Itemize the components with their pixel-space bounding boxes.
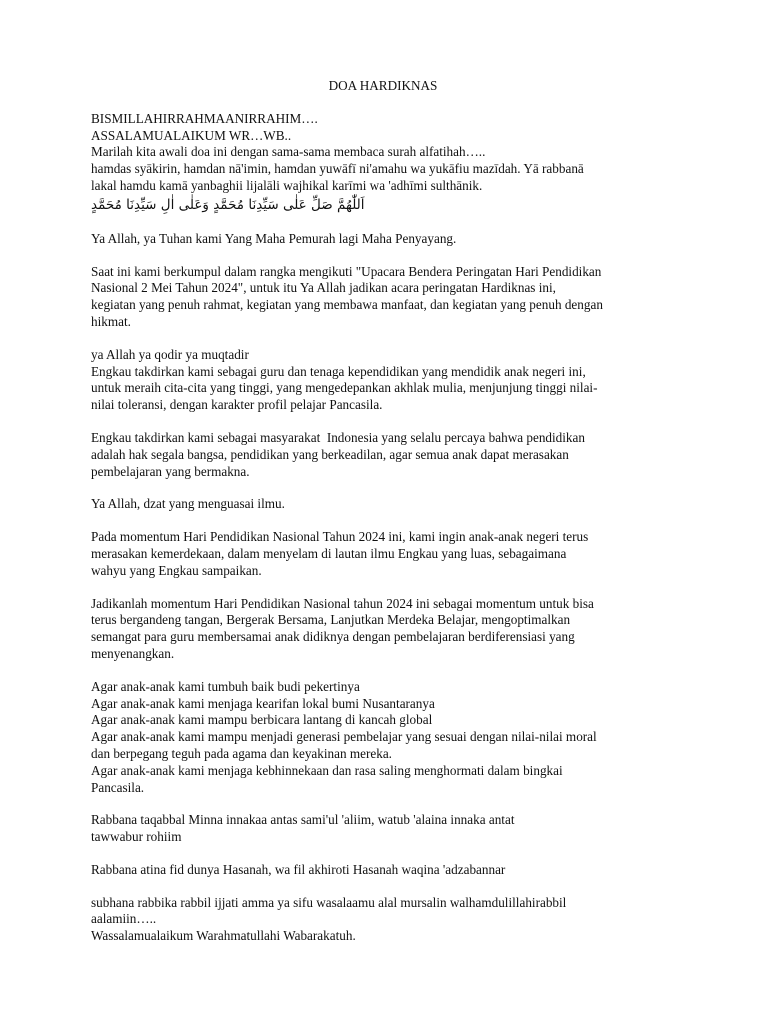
paragraph-1: [91, 231, 691, 248]
document-body: [91, 78, 691, 961]
text-line: untuk meraih cita-cita yang tinggi, yang mengedepankan akhlak mulia, menjunjung tinggi nilai-: [91, 380, 598, 396]
text-line: subhana rabbika rabbil ijjati amma ya sifu wasalaamu alal mursalin walhamdulillahirabbil: [91, 894, 567, 910]
text-line: hikmat.: [91, 313, 131, 329]
text-line: Nasional 2 Mei Tahun 2024", untuk itu Ya Allah jadikan acara peringatan Hardiknas ini,: [91, 280, 556, 296]
text-line: nilai toleransi, dengan karakter profil pelajar Pancasila.: [91, 397, 383, 413]
text-line: wahyu yang Engkau sampaikan.: [91, 562, 262, 578]
text-line: Marilah kita awali doa ini dengan sama-sama membaca surah alfatihah…..: [91, 144, 486, 160]
text-line: Ya Allah, ya Tuhan kami Yang Maha Pemurah lagi Maha Penyayang.: [91, 230, 457, 246]
text-line: BISMILLAHIRRAHMAANIRRAHIM….: [91, 110, 318, 126]
paragraph-3: [91, 347, 691, 414]
paragraph-8: [91, 679, 691, 797]
text-line: aalamiin…..: [91, 911, 157, 927]
paragraph-9: [91, 812, 691, 846]
text-line: hamdas syākirin, hamdan nā'imin, hamdan yuwāfī ni'amahu wa yukāfiu mazīdah. Yā rabbanā: [91, 161, 584, 177]
paragraph-2: [91, 264, 691, 331]
text-line: dan berpegang teguh pada agama dan keyakinan mereka.: [91, 745, 392, 761]
opening-paragraph: [91, 111, 691, 195]
text-line: Ya Allah, dzat yang menguasai ilmu.: [91, 496, 285, 512]
text-line: Engkau takdirkan kami sebagai masyarakat Indonesia yang selalu percaya bahwa pendidikan: [91, 429, 585, 445]
text-line: terus bergandeng tangan, Bergerak Bersama, Lanjutkan Merdeka Belajar, mengoptimalkan: [91, 612, 571, 628]
text-line: merasakan kemerdekaan, dalam menyelam di lautan ilmu Engkau yang luas, sebagaimana: [91, 545, 567, 561]
text-line: semangat para guru membersamai anak didiknya dengan pembelajaran berdiferensiasi yang: [91, 629, 575, 645]
closing-paragraph: [91, 895, 691, 945]
text-line: Rabbana taqabbal Minna innakaa antas sami'ul 'aliim, watub 'alaina innaka antat: [91, 812, 515, 828]
paragraph-6: [91, 529, 691, 579]
paragraph-7: [91, 596, 691, 663]
paragraph-5: [91, 496, 691, 513]
text-line: kegiatan yang penuh rahmat, kegiatan yang membawa manfaat, dan kegiatan yang penuh dengan: [91, 297, 603, 313]
text-line: adalah hak segala bangsa, pendidikan yang berkeadilan, agar semua anak dapat merasakan: [91, 446, 569, 462]
document-title: DOA HARDIKNAS: [328, 78, 438, 93]
text-line: tawwabur rohiim: [91, 829, 182, 845]
text-line: pembelajaran yang bermakna.: [91, 463, 250, 479]
text-line: Saat ini kami berkumpul dalam rangka mengikuti "Upacara Bendera Peringatan Hari Pendidikan: [91, 263, 602, 279]
text-line: Agar anak-anak kami menjaga kearifan lokal bumi Nusantaranya: [91, 695, 435, 711]
text-line: menyenangkan.: [91, 645, 175, 661]
text-line: Engkau takdirkan kami sebagai guru dan tenaga kependidikan yang mendidik anak negeri ini,: [91, 363, 586, 379]
text-line: Pada momentum Hari Pendidikan Nasional Tahun 2024 ini, kami ingin anak-anak negeri terus: [91, 529, 589, 545]
text-line: Pancasila.: [91, 779, 145, 795]
text-line: Wassalamualaikum Warahmatullahi Wabarakatuh.: [91, 928, 356, 944]
text-line: Agar anak-anak kami mampu menjadi generasi pembelajar yang sesuai dengan nilai-nilai moral: [91, 729, 597, 745]
text-line: Agar anak-anak kami mampu berbicara lantang di kancah global: [91, 712, 433, 728]
paragraph-10: [91, 862, 691, 879]
text-line: Agar anak-anak kami menjaga kebhinnekaan dan rasa saling menghormati dalam bingkai: [91, 762, 563, 778]
paragraph-4: [91, 430, 691, 480]
text-line: ASSALAMUALAIKUM WR…WB..: [91, 127, 292, 143]
text-line: Agar anak-anak kami tumbuh baik budi pekertinya: [91, 678, 360, 694]
arabic-salawat: اَللّٰهُمَّ صَلِّ عَلٰى سَيِّدِنَا مُحَمَّدٍ وَعَلٰى اٰلِ سَيِّدِنَا مُحَمَّدٍ: [91, 196, 365, 213]
text-line: Rabbana atina fid dunya Hasanah, wa fil akhiroti Hasanah waqina 'adzabannar: [91, 861, 506, 877]
text-line: lakal hamdu kamā yanbaghii lijalāli wajhikal karīmi wa 'adhīmi sulthānik.: [91, 177, 483, 193]
text-line: Jadikanlah momentum Hari Pendidikan Nasional tahun 2024 ini sebagai momentum untuk bisa: [91, 595, 594, 611]
text-line: ya Allah ya qodir ya muqtadir: [91, 346, 249, 362]
